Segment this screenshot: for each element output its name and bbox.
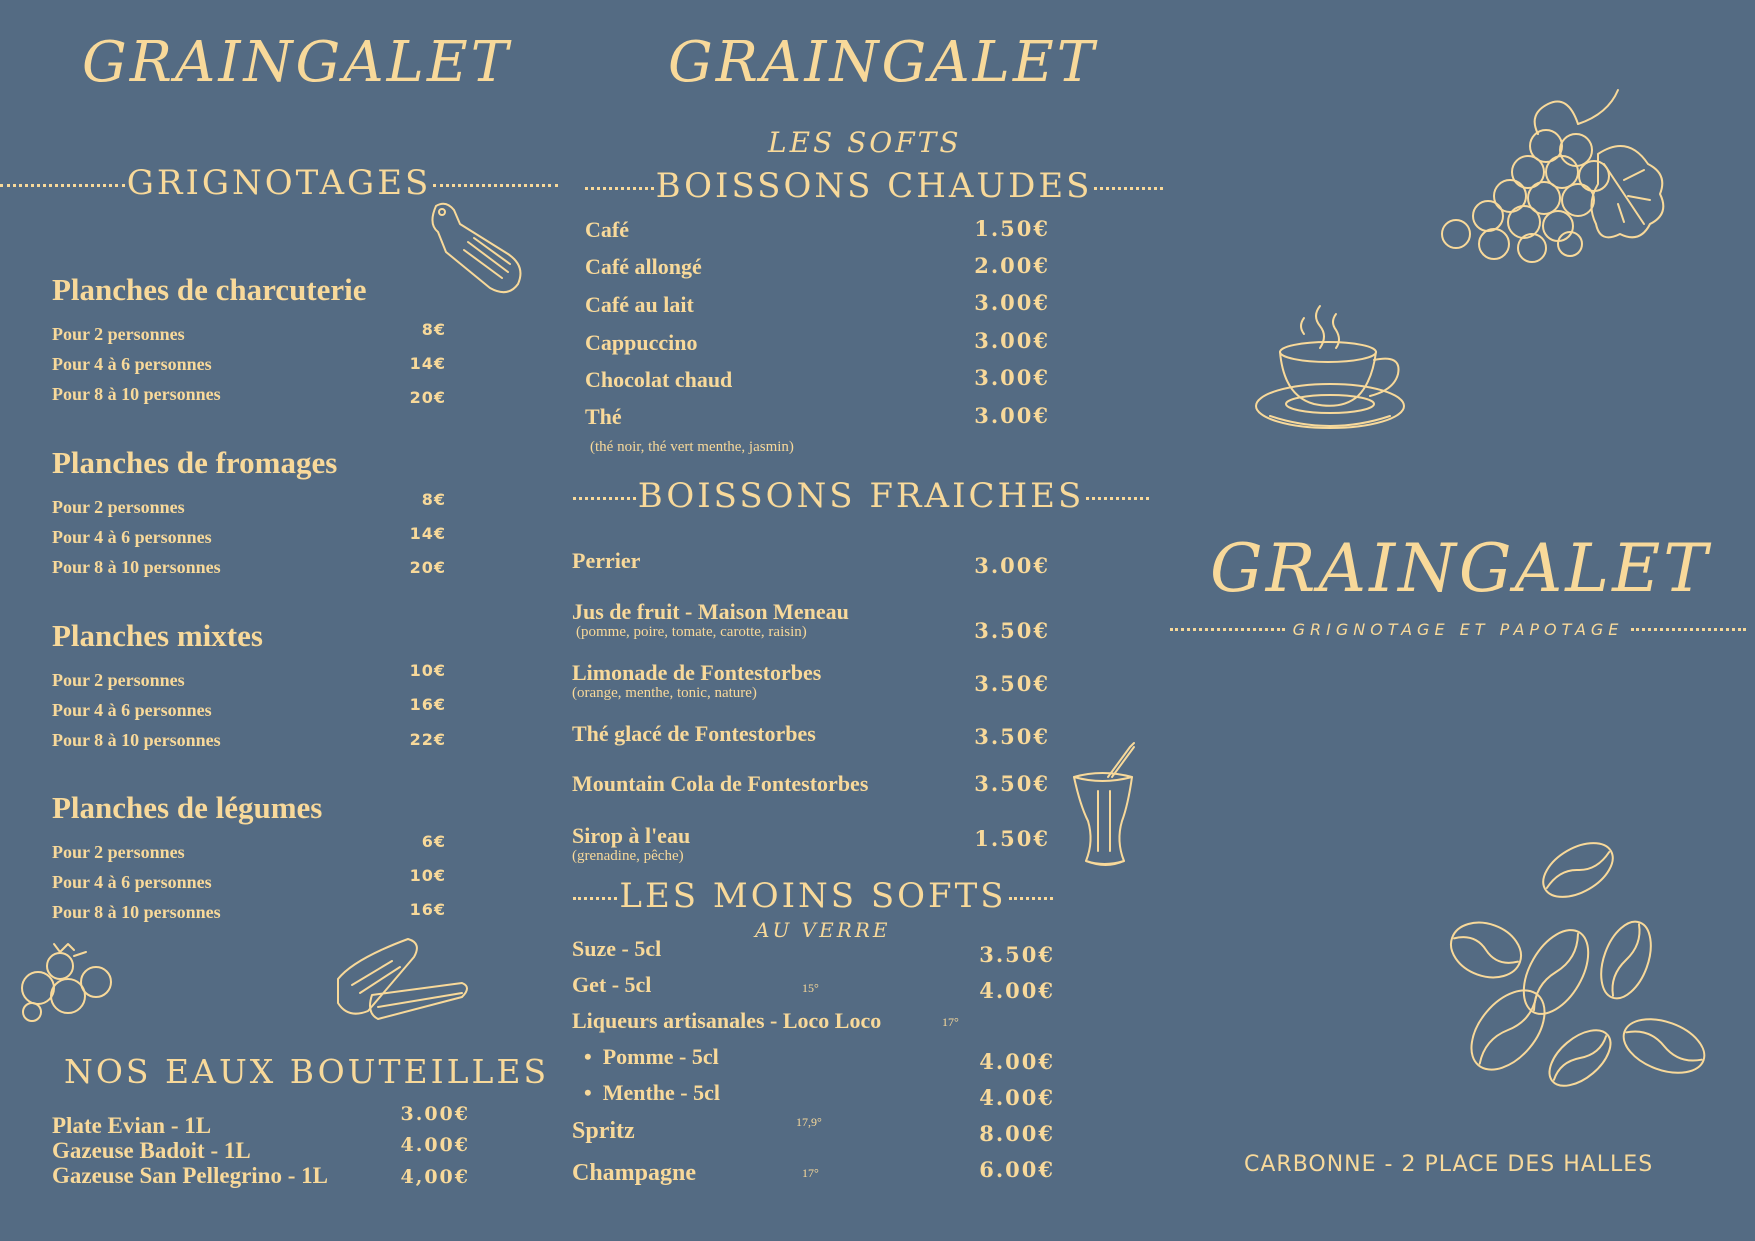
drink-label: Thé glacé de Fontestorbes [572,721,816,746]
item-label: Pour 2 personnes [52,497,185,517]
drink-price: 2.00€ [974,253,1050,278]
item-label: Pour 2 personnes [52,670,185,690]
bullet-item [584,1080,720,1106]
category-title: Planches mixtes [52,618,263,653]
coffee-cup-icon [1250,296,1415,441]
drink-degree: 17° [802,1166,819,1180]
grapes-icon [1428,84,1678,274]
item-price: 14€ [409,524,446,543]
drink-price: 3.00€ [974,403,1050,428]
drink-price: 3.50€ [974,671,1050,696]
heading-dots [0,184,125,187]
coffee-beans-icon [1448,830,1718,1092]
item-price: 10€ [409,866,446,885]
bullet-icon: • [584,1044,603,1069]
drink-price: 8.00€ [979,1121,1055,1146]
drink-price: 6.00€ [979,1157,1055,1182]
heading-dots [1094,187,1163,190]
hot-drinks-heading [585,166,1163,206]
bullet-item [584,1044,719,1070]
drink-label: Spritz [572,1118,635,1144]
address: CARBONNE - 2 PLACE DES HALLES [1244,1152,1654,1177]
drink-price: 3.00€ [974,365,1050,390]
drink-label: Thé [585,404,622,429]
bread-toast-icon [332,935,472,1025]
item-label: Pour 4 à 6 personnes [52,872,212,892]
drink-label: Perrier [572,548,641,573]
drink-note: (pomme, poire, tomate, carotte, raisin) [576,624,807,640]
drink-price: 3.00€ [974,290,1050,315]
drink-price: 4.00€ [979,1085,1055,1110]
grignotages-heading [0,163,558,203]
drink-label: Café [585,217,629,242]
category-title: Planches de fromages [52,445,338,480]
drink-price: 4.00€ [979,1049,1055,1074]
water-price: 4.00€ [400,1134,470,1156]
drink-label: Mountain Cola de Fontestorbes [572,771,869,796]
item-price: 6€ [421,832,446,851]
less-softs-title: LES MOINS SOFTS [619,876,1007,916]
item-label: Pour 4 à 6 personnes [52,700,212,720]
item-price: 8€ [421,490,446,509]
bullet-icon: • [584,1080,603,1105]
drink-label: Limonade de Fontestorbes [572,660,822,685]
tagline-row [1170,620,1746,639]
heading-dots [573,897,617,900]
drink-label: Get - 5cl [572,972,652,997]
water-label: Gazeuse Badoit - 1L [52,1138,251,1163]
drink-price: 3.00€ [974,328,1050,353]
drink-label: Champagne [572,1160,697,1186]
item-label: Pour 8 à 10 personnes [52,902,221,922]
waters-title: NOS EAUX BOUTEILLES [64,1052,550,1091]
cold-drinks-title: BOISSONS FRAICHES [637,476,1085,516]
grignotages-title: GRIGNOTAGES [126,163,432,203]
item-price: 16€ [409,900,446,919]
heading-dots [585,187,654,190]
drink-price: 4.00€ [979,978,1055,1003]
drink-label: Café allongé [585,254,702,279]
less-softs-heading [573,876,1053,916]
drink-price: 3.50€ [974,724,1050,749]
drink-degree: 17° [942,1015,959,1029]
item-price: 20€ [409,558,446,577]
drink-label: Café au lait [585,292,694,317]
drink-label: Suze - 5cl [572,936,662,961]
item-price: 14€ [409,354,446,373]
drink-label: Jus de fruit - Maison Meneau [572,599,849,624]
heading-dots [1009,897,1053,900]
middle-brand-title: GRAINGALET [668,30,1098,95]
drink-price: 1.50€ [974,826,1050,851]
water-price: 4,00€ [400,1166,470,1188]
drink-price: 1.50€ [974,216,1050,241]
drink-label: Liqueurs artisanales - Loco Loco [572,1008,882,1033]
item-price: 16€ [409,695,446,714]
drink-degree: 15° [802,981,819,995]
drink-degree: 17,9° [796,1115,822,1129]
drink-note: (grenadine, pêche) [572,848,684,864]
water-label: Gazeuse San Pellegrino - 1L [52,1163,328,1188]
item-label: Pour 2 personnes [52,324,185,344]
drink-price: 3.50€ [974,771,1050,796]
item-label: Pour 8 à 10 personnes [52,557,221,577]
item-price: 10€ [409,661,446,680]
tea-note: (thé noir, thé vert menthe, jasmin) [590,439,794,455]
drink-price: 3.50€ [974,618,1050,643]
heading-dots [1086,497,1149,500]
water-label: Plate Evian - 1L [52,1113,212,1138]
drink-price: 3.50€ [979,942,1055,967]
softs-title: LES SOFTS [768,126,962,159]
drink-label: Pomme - 5cl [602,1044,719,1069]
heading-dots [573,497,636,500]
item-price: 8€ [421,320,446,339]
hot-drinks-title: BOISSONS CHAUDES [655,166,1093,206]
right-brand-title: GRAINGALET [1210,530,1711,607]
cutting-board-icon [428,198,540,298]
item-label: Pour 4 à 6 personnes [52,527,212,547]
item-label: Pour 2 personnes [52,842,185,862]
drink-label: Sirop à l'eau [572,823,691,848]
drink-note: (orange, menthe, tonic, nature) [572,685,757,701]
drink-price: 3.00€ [974,553,1050,578]
left-brand-title: GRAINGALET [82,30,512,95]
drink-label: Menthe - 5cl [602,1080,720,1105]
tagline-dots [1170,628,1285,631]
item-price: 22€ [409,730,446,749]
tagline: GRIGNOTAGE ET PAPOTAGE [1292,620,1624,639]
cold-drinks-heading [573,476,1149,516]
tagline-dots [1631,628,1746,631]
item-label: Pour 8 à 10 personnes [52,730,221,750]
glass-title: AU VERRE [755,918,891,942]
item-label: Pour 8 à 10 personnes [52,384,221,404]
drink-label: Cappuccino [585,330,698,355]
tomatoes-icon [10,938,120,1024]
item-label: Pour 4 à 6 personnes [52,354,212,374]
heading-dots [433,184,558,187]
category-title: Planches de légumes [52,790,323,825]
category-title: Planches de charcuterie [52,272,367,307]
item-price: 20€ [409,388,446,407]
water-price: 3.00€ [400,1103,470,1125]
soda-glass-icon [1068,735,1148,885]
drink-label: Chocolat chaud [585,367,733,392]
